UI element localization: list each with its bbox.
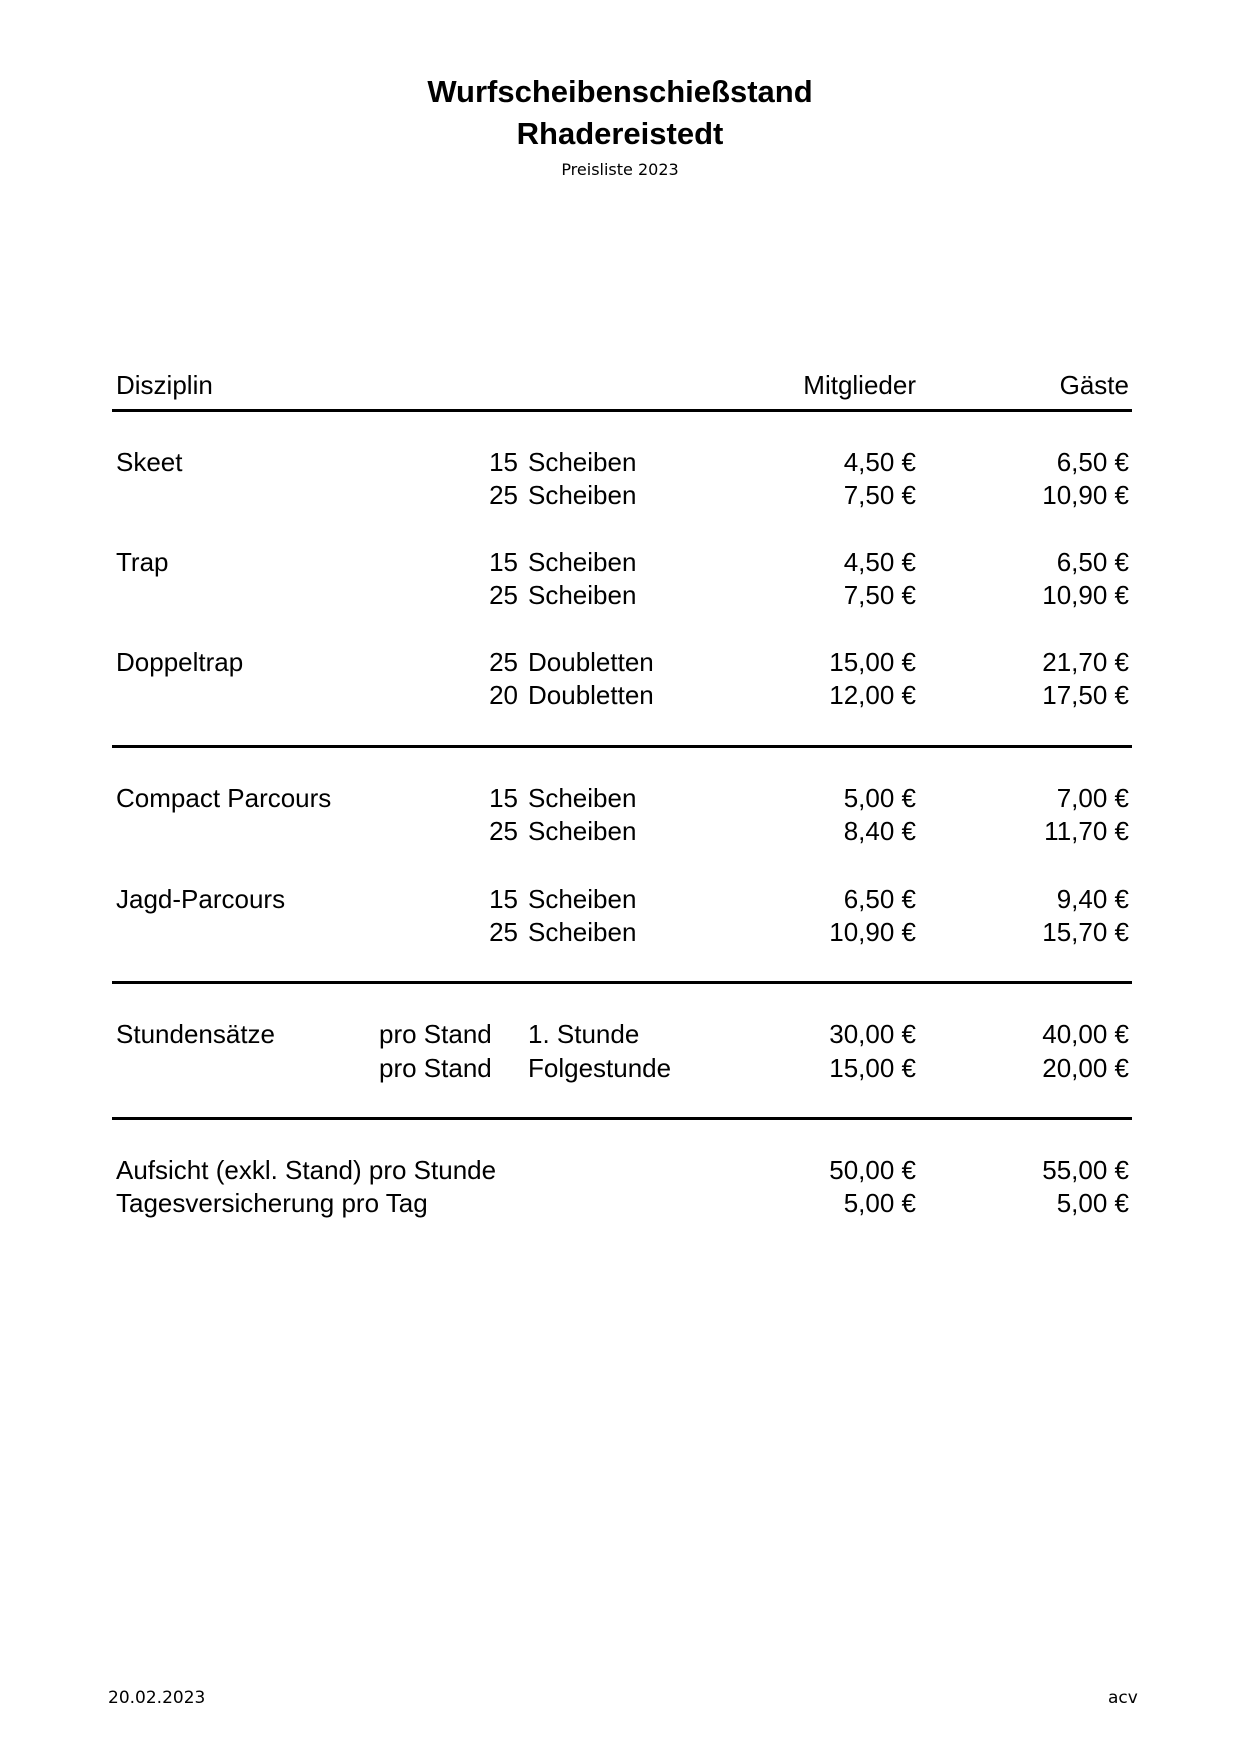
guest-price: 10,90 € <box>1042 480 1129 510</box>
member-price: 5,00 € <box>843 1188 916 1218</box>
unit: Doubletten <box>528 647 654 677</box>
member-price: 4,50 € <box>843 447 916 477</box>
price-row <box>0 915 1240 949</box>
member-price: 7,50 € <box>843 480 916 510</box>
price-row <box>0 478 1240 512</box>
rate-period: Folgestunde <box>528 1053 672 1083</box>
price-row <box>0 781 1240 815</box>
unit: Scheiben <box>528 816 637 846</box>
quantity: 15 <box>489 884 518 914</box>
guest-price: 15,70 € <box>1042 917 1129 947</box>
price-row <box>0 645 1240 679</box>
discipline-name: Trap <box>116 547 169 577</box>
unit: Scheiben <box>528 917 637 947</box>
guest-price: 11,70 € <box>1044 816 1129 846</box>
document-title-line2: Rhadereistedt <box>516 116 724 151</box>
discipline-name: Doppeltrap <box>116 647 244 677</box>
quantity: 25 <box>489 816 518 846</box>
rate-basis: pro Stand <box>379 1053 492 1083</box>
quantity: 20 <box>489 680 518 710</box>
guest-price: 20,00 € <box>1042 1053 1129 1083</box>
fee-name: Aufsicht (exkl. Stand) pro Stunde <box>116 1155 497 1185</box>
footer-date: 20.02.2023 <box>108 1688 206 1708</box>
section-divider <box>112 981 1132 984</box>
member-price: 7,50 € <box>843 580 916 610</box>
price-row <box>0 578 1240 612</box>
guest-price: 10,90 € <box>1042 580 1129 610</box>
column-header-discipline: Disziplin <box>116 370 213 400</box>
fee-name: Tagesversicherung pro Tag <box>116 1188 428 1218</box>
unit: Scheiben <box>528 580 637 610</box>
quantity: 15 <box>489 783 518 813</box>
column-header-guests: Gäste <box>1059 370 1129 400</box>
unit: Scheiben <box>528 447 637 477</box>
member-price: 6,50 € <box>843 884 916 914</box>
section-divider <box>112 745 1132 748</box>
section-divider <box>112 1117 1132 1120</box>
discipline-name: Jagd-Parcours <box>116 884 286 914</box>
member-price: 10,90 € <box>829 917 916 947</box>
member-price: 4,50 € <box>843 547 916 577</box>
quantity: 15 <box>489 447 518 477</box>
document-header <box>0 72 1240 182</box>
price-row <box>0 678 1240 712</box>
guest-price: 9,40 € <box>1056 884 1129 914</box>
discipline-name: Compact Parcours <box>116 783 332 813</box>
extra-fee-row <box>0 1186 1240 1220</box>
guest-price: 7,00 € <box>1056 783 1129 813</box>
unit: Doubletten <box>528 680 654 710</box>
guest-price: 6,50 € <box>1056 547 1129 577</box>
price-row <box>0 814 1240 848</box>
rate-basis: pro Stand <box>379 1019 492 1049</box>
member-price: 8,40 € <box>843 816 916 846</box>
quantity: 25 <box>489 580 518 610</box>
member-price: 12,00 € <box>829 680 916 710</box>
member-price: 15,00 € <box>829 647 916 677</box>
price-row <box>0 882 1240 916</box>
guest-price: 55,00 € <box>1042 1155 1129 1185</box>
member-price: 30,00 € <box>829 1019 916 1049</box>
price-row <box>0 545 1240 579</box>
hourly-rate-row <box>0 1051 1240 1085</box>
unit: Scheiben <box>528 884 637 914</box>
price-table-header <box>116 370 1129 402</box>
column-header-members: Mitglieder <box>803 370 916 400</box>
unit: Scheiben <box>528 480 637 510</box>
guest-price: 6,50 € <box>1056 447 1129 477</box>
header-divider <box>112 409 1132 412</box>
quantity: 25 <box>489 917 518 947</box>
extra-fee-row <box>0 1153 1240 1187</box>
quantity: 25 <box>489 480 518 510</box>
member-price: 15,00 € <box>829 1053 916 1083</box>
rate-period: 1. Stunde <box>528 1019 640 1049</box>
footer-initials: acv <box>1108 1688 1138 1708</box>
hourly-rate-row <box>0 1017 1240 1051</box>
guest-price: 40,00 € <box>1042 1019 1129 1049</box>
document-subtitle: Preisliste 2023 <box>561 160 679 179</box>
discipline-name: Skeet <box>116 447 183 477</box>
member-price: 5,00 € <box>843 783 916 813</box>
unit: Scheiben <box>528 547 637 577</box>
unit: Scheiben <box>528 783 637 813</box>
quantity: 25 <box>489 647 518 677</box>
guest-price: 21,70 € <box>1042 647 1129 677</box>
guest-price: 17,50 € <box>1042 680 1129 710</box>
quantity: 15 <box>489 547 518 577</box>
member-price: 50,00 € <box>829 1155 916 1185</box>
document-title-line1: Wurfscheibenschießstand <box>427 74 813 109</box>
guest-price: 5,00 € <box>1056 1188 1129 1218</box>
price-row <box>0 445 1240 479</box>
rate-name: Stundensätze <box>116 1019 276 1049</box>
